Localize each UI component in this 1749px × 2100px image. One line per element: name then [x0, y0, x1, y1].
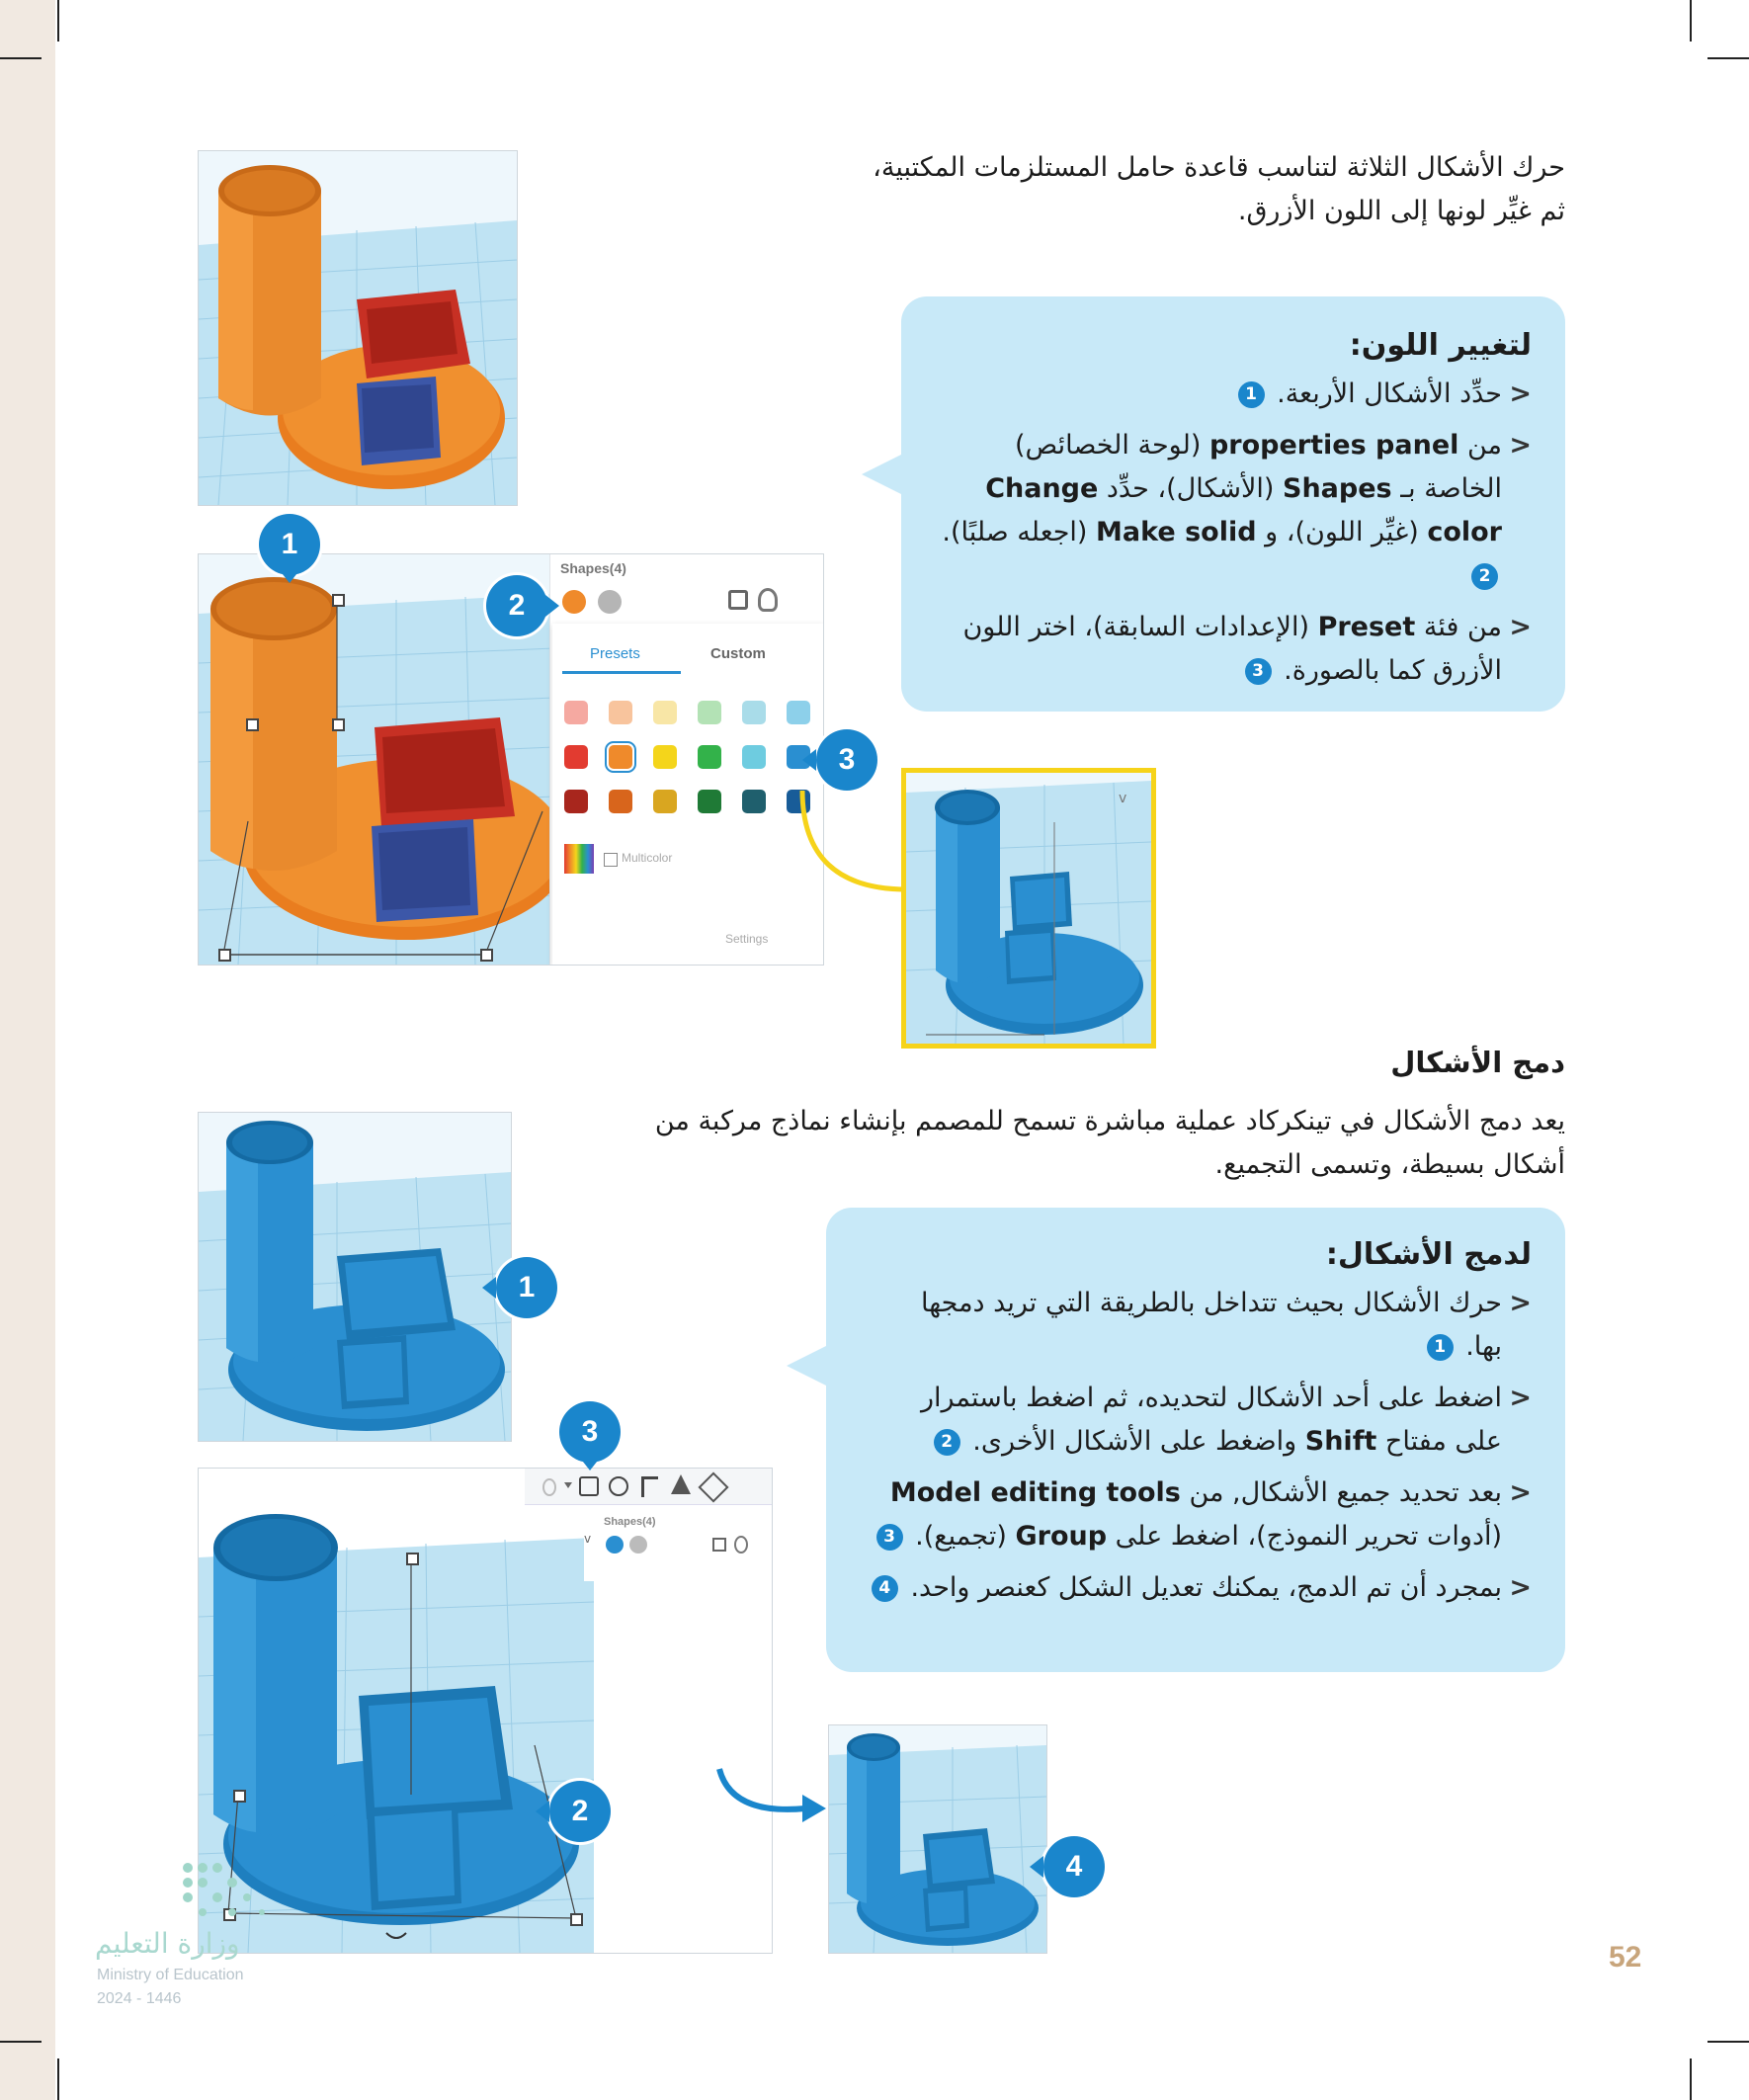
- crop-mark: [0, 2041, 42, 2043]
- preset-color-swatch[interactable]: [742, 745, 766, 769]
- tab-custom[interactable]: Custom: [710, 645, 766, 662]
- marker-pointer: [545, 595, 559, 617]
- text-run: (غيِّر اللون)، و: [1256, 517, 1428, 547]
- step-badge: 3: [1245, 658, 1272, 685]
- selection-handle[interactable]: [332, 718, 345, 731]
- logo-year-text: 2024 - 1446: [97, 1990, 182, 2007]
- page-number: 52: [1609, 1941, 1642, 1974]
- intro-line-1: حرك الأشكال الثلاثة لتناسب قاعدة حامل المستلزمات المكتبية،: [873, 152, 1565, 183]
- preset-color-swatch[interactable]: [787, 701, 810, 724]
- text-run: (الأشكال)، حدِّد: [1098, 473, 1284, 504]
- lock-icon[interactable]: [728, 590, 748, 610]
- text-run: (لوحة الخصائص) الخاصة بـ: [1014, 430, 1502, 504]
- preset-color-swatch[interactable]: [564, 701, 588, 724]
- logo-dots-icon: [178, 1858, 296, 1937]
- multicolor-checkbox[interactable]: [604, 853, 618, 867]
- preset-color-swatch[interactable]: [698, 701, 721, 724]
- preset-color-swatch[interactable]: [609, 701, 632, 724]
- text-run: حرك الأشكال بحيث تتداخل بالطريقة التي تريد دمجها: [920, 1288, 1502, 1318]
- preset-color-swatch[interactable]: [653, 701, 677, 724]
- preset-color-swatch[interactable]: [742, 701, 766, 724]
- selection-handle[interactable]: [570, 1913, 583, 1926]
- svg-text:v: v: [1119, 791, 1127, 806]
- crop-mark: [1707, 57, 1749, 59]
- step-marker-3: 3: [816, 729, 877, 791]
- text-run: (اجعله صلبًا).: [942, 517, 1097, 547]
- group-section-heading: دمج الأشكال: [1390, 1046, 1565, 1079]
- marker-pointer: [482, 1277, 496, 1299]
- screenshot-orange-model: [198, 150, 518, 506]
- color-dropdown-card: [552, 624, 824, 965]
- callout-tail: [862, 445, 921, 504]
- hole-button[interactable]: [629, 1536, 647, 1554]
- group-shapes-content: [850, 1237, 1532, 1618]
- group-icon[interactable]: [579, 1476, 599, 1496]
- change-color-title: لتغيير اللون:: [1349, 328, 1532, 363]
- group-shapes-box: [826, 1208, 1565, 1672]
- blue-model-image: [906, 773, 1151, 1044]
- text-run: بها.: [1465, 1331, 1502, 1362]
- color-step-1-text: حدِّد الأشكال الأربعة.: [1277, 378, 1502, 409]
- keyword-shapes: Shapes: [1283, 473, 1392, 504]
- preset-color-swatch[interactable]: [564, 790, 588, 813]
- marker-pointer: [536, 1801, 549, 1822]
- preset-color-swatch[interactable]: [653, 790, 677, 813]
- marker-pointer: [579, 1457, 601, 1470]
- keyword-make-solid: Make solid: [1096, 517, 1257, 547]
- screenshot-blue-result: [901, 768, 1156, 1049]
- keyword-preset: Preset: [1317, 612, 1416, 642]
- text-run: (أدوات تحرير النموذج)، اضغط على: [1107, 1521, 1502, 1552]
- color-step-3: [929, 606, 1532, 693]
- solid-color-button[interactable]: [562, 590, 586, 614]
- ungroup-icon[interactable]: [609, 1476, 628, 1496]
- text-run: (الإعدادات السابقة)، اختر اللون الأزرق كما بالصورة.: [962, 612, 1502, 686]
- text-run: على مفتاح: [1376, 1426, 1502, 1457]
- text-run: بمجرد أن تم الدمج، يمكنك تعديل الشكل كعنصر واحد.: [910, 1572, 1502, 1603]
- text-run: (تجميع).: [915, 1521, 1016, 1552]
- preset-color-swatch[interactable]: [564, 745, 588, 769]
- dropdown-arrow-icon[interactable]: [564, 1482, 572, 1488]
- text-run: من فئة: [1415, 612, 1502, 642]
- logo-english-text: Ministry of Education: [97, 1967, 244, 1983]
- model-editing-toolbar: [525, 1469, 772, 1505]
- orange-model-image: [199, 151, 517, 505]
- screenshot-grouped-result: [828, 1724, 1047, 1954]
- crop-mark: [1690, 0, 1692, 42]
- preset-color-swatch[interactable]: [698, 790, 721, 813]
- preset-color-swatch[interactable]: [698, 745, 721, 769]
- ministry-logo: [95, 1858, 332, 2016]
- logo-arabic-text: وزارة التعليم: [95, 1927, 240, 1960]
- screenshot-overlapping-shapes: [198, 1112, 512, 1442]
- callout-tail: [787, 1336, 846, 1395]
- group-section-paragraph: [399, 1100, 1565, 1187]
- light-bulb-icon[interactable]: [734, 1536, 748, 1554]
- lock-icon[interactable]: [712, 1538, 726, 1552]
- cruise-icon[interactable]: [698, 1471, 728, 1502]
- hole-button[interactable]: [598, 590, 622, 614]
- crop-mark: [1707, 2041, 1749, 2043]
- keyword-change-color: Change color: [985, 473, 1502, 547]
- group-para-line-2: أشكال بسيطة، وتسمى التجميع.: [1214, 1149, 1565, 1180]
- solid-color-button[interactable]: [606, 1536, 624, 1554]
- change-color-steps: [929, 373, 1532, 693]
- marker-pointer: [802, 749, 816, 771]
- crop-mark: [1690, 2058, 1692, 2100]
- crop-mark: [0, 57, 42, 59]
- shapes-properties-panel: [549, 554, 824, 965]
- step-marker-2: 2: [486, 575, 547, 636]
- grouped-model-image: [829, 1725, 1046, 1953]
- step-marker-1: 1: [259, 514, 320, 575]
- group-marker-4: 4: [1043, 1836, 1105, 1897]
- align-icon[interactable]: [641, 1476, 658, 1497]
- step-badge: 2: [934, 1429, 960, 1456]
- marker-pointer: [1030, 1856, 1043, 1878]
- selection-handle[interactable]: [332, 594, 345, 607]
- preset-color-swatch[interactable]: [653, 745, 677, 769]
- tab-presets[interactable]: Presets: [590, 645, 640, 662]
- selection-handle[interactable]: [246, 718, 259, 731]
- group-step-1: [850, 1282, 1532, 1369]
- step-badge: 2: [1471, 563, 1498, 590]
- keyword-model-editing-tools: Model editing tools: [889, 1477, 1181, 1508]
- keyword-properties-panel: properties panel: [1208, 430, 1459, 461]
- step-badge: 3: [876, 1524, 903, 1551]
- multicolor-swatch-icon: [564, 844, 594, 874]
- step-badge: 4: [872, 1575, 898, 1602]
- preset-color-swatch[interactable]: [609, 745, 632, 769]
- crop-mark: [57, 2058, 59, 2100]
- multicolor-label: Multicolor: [622, 851, 673, 865]
- marker-pointer: [279, 569, 300, 583]
- group-marker-2: 2: [549, 1781, 611, 1842]
- small-shapes-panel: [584, 1512, 752, 1581]
- group-step-2: [850, 1377, 1532, 1464]
- group-shapes-steps: [850, 1282, 1532, 1610]
- light-bulb-icon[interactable]: [758, 588, 778, 612]
- tab-presets-underline: [562, 671, 681, 674]
- selection-handle[interactable]: [233, 1790, 246, 1803]
- group-para-line-1: يعد دمج الأشكال في تينكركاد عملية مباشرة تسمح للمصمم بإنشاء نماذج مركبة من: [654, 1106, 1565, 1136]
- text-run: من: [1458, 430, 1502, 461]
- panel-title: Shapes(4): [560, 560, 626, 576]
- overlapping-shapes-image: [199, 1113, 511, 1441]
- result-arrow: [711, 1761, 830, 1830]
- intro-line-2: ثم غيِّر لونها إلى اللون الأزرق.: [1237, 196, 1565, 226]
- text-run: اضغط على أحد الأشكال لتحديده، ثم اضغط باستمرار: [920, 1383, 1502, 1413]
- text-run: بعد تحديد جميع الأشكال, من: [1180, 1477, 1502, 1508]
- keyword-group: Group: [1015, 1521, 1108, 1552]
- mirror-icon[interactable]: [671, 1474, 691, 1494]
- selection-handle[interactable]: [406, 1553, 419, 1565]
- page-side-strip: [0, 0, 55, 2100]
- selection-handle[interactable]: [480, 949, 493, 962]
- selection-handle[interactable]: [218, 949, 231, 962]
- group-marker-1: 1: [496, 1257, 557, 1318]
- intro-paragraph: [676, 146, 1565, 233]
- preset-color-swatch[interactable]: [609, 790, 632, 813]
- small-panel-title: Shapes(4): [604, 1516, 656, 1528]
- change-color-box: [901, 296, 1565, 712]
- color-step-2: [929, 424, 1532, 598]
- group-shapes-title: لدمج الأشكال:: [1325, 1237, 1532, 1272]
- group-marker-3: 3: [559, 1401, 621, 1463]
- step-badge: 1: [1238, 381, 1265, 408]
- settings-link[interactable]: Settings: [725, 932, 769, 946]
- group-step-4: [850, 1566, 1532, 1610]
- light-bulb-icon[interactable]: [542, 1478, 556, 1496]
- preset-color-swatch[interactable]: [742, 790, 766, 813]
- group-step-3: [850, 1471, 1532, 1558]
- text-run: واضغط على الأشكال الأخرى.: [972, 1426, 1305, 1457]
- keyword-shift: Shift: [1304, 1426, 1377, 1457]
- change-color-content: [929, 328, 1532, 701]
- crop-mark: [57, 0, 59, 42]
- chevron-down-icon[interactable]: v: [584, 1532, 592, 1546]
- color-step-1: [929, 373, 1532, 416]
- step-badge: 1: [1427, 1334, 1454, 1361]
